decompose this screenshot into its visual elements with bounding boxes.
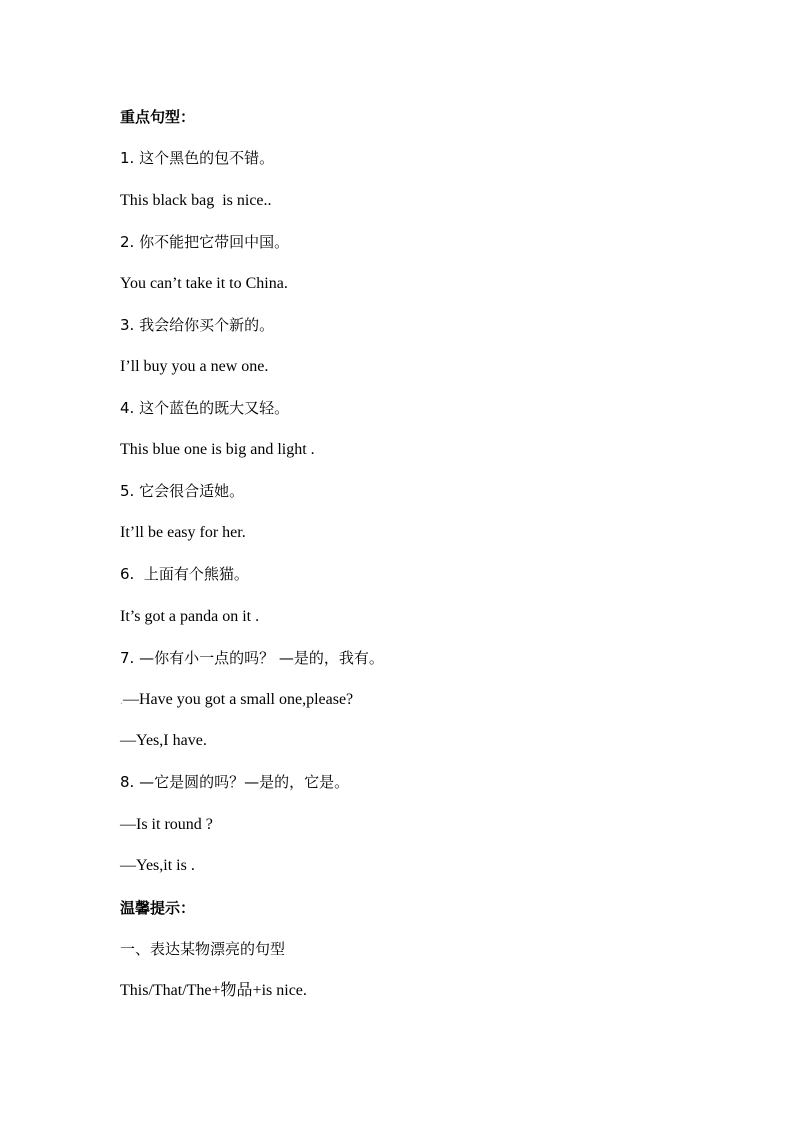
sentence-2-chinese: 2. 你不能把它带回中国。 xyxy=(120,233,290,251)
sentence-8-english-question: —Is it round ? xyxy=(120,816,213,833)
sentence-3-english: I’ll buy you a new one. xyxy=(120,358,269,375)
sentence-5-chinese: 5. 它会很合适她。 xyxy=(120,482,245,500)
sentence-4-chinese: 4. 这个蓝色的既大又轻。 xyxy=(120,399,290,417)
sentence-6-english: It’s got a panda on it . xyxy=(120,608,260,625)
sentence-7-chinese: 7. —你有小一点的吗？ —是的，我有。 xyxy=(120,649,384,667)
sentence-2-english: You can’t take it to China. xyxy=(120,275,288,292)
sentence-8-english-answer: —Yes,it is . xyxy=(120,857,195,874)
section-title-tips: 温馨提示： xyxy=(120,899,196,917)
sentence-7-english-answer: —Yes,I have. xyxy=(120,732,207,749)
tip-heading: 一、表达某物漂亮的句型 xyxy=(120,940,286,958)
sentence-7-english-question xyxy=(120,690,353,710)
sentence-5-english: It’ll be easy for her. xyxy=(120,524,246,541)
sentence-7-mark: . xyxy=(120,693,123,707)
sentence-1-english: This black bag is nice.. xyxy=(120,192,272,209)
sentence-1-chinese: 1. 这个黑色的包不错。 xyxy=(120,149,275,167)
section-title-key-sentences: 重点句型： xyxy=(120,108,196,126)
sentence-7-english-question-text: —Have you got a small one,please? xyxy=(123,691,354,708)
sentence-6-chinese: 6. 上面有个熊猫。 xyxy=(120,565,249,583)
tip-pattern: This/That/The+物品+is nice. xyxy=(120,982,307,999)
sentence-3-chinese: 3. 我会给你买个新的。 xyxy=(120,316,275,334)
sentence-4-english: This blue one is big and light . xyxy=(120,441,315,458)
sentence-8-chinese: 8. —它是圆的吗？—是的，它是。 xyxy=(120,773,350,791)
